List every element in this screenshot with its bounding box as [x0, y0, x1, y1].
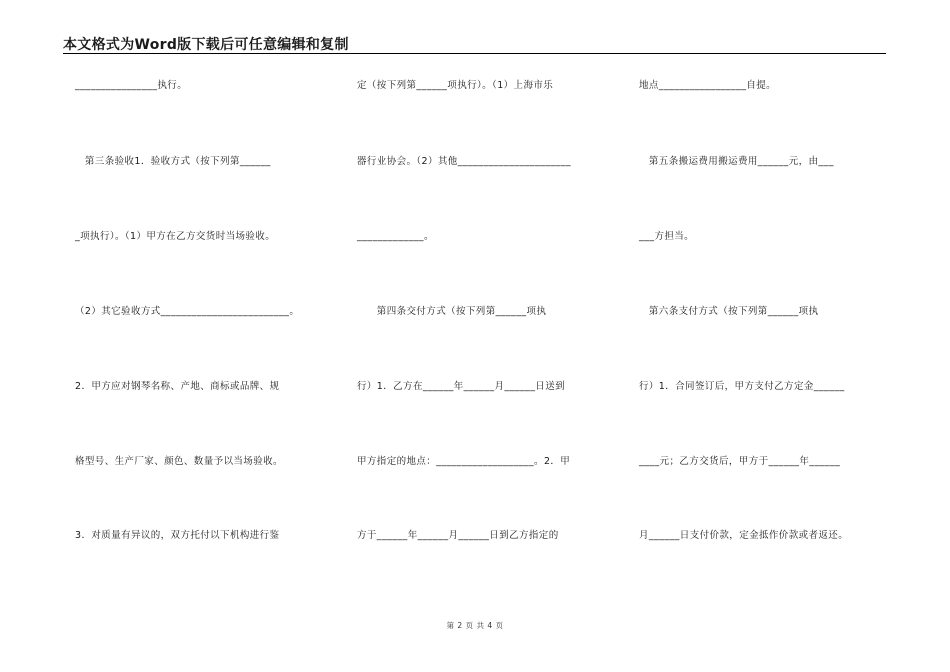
text-line: 格型号、生产厂家、颜色、数量予以当场验收。 — [75, 456, 283, 467]
text-line: 第五条搬运费用搬运费用______元，由___ — [639, 156, 834, 167]
text-column-2 — [357, 0, 627, 672]
text-line: 3．对质量有异议的，双方托付以下机构进行鉴 — [75, 530, 280, 541]
page-header: 本文格式为Word版下载后可任意编辑和复制 — [63, 37, 349, 53]
text-line: 第三条验收1．验收方式（按下列第______ — [75, 156, 271, 167]
text-line: 地点_________________自提。 — [639, 80, 777, 91]
text-line: 2．甲方应对钢琴名称、产地、商标或品牌、规 — [75, 381, 280, 392]
text-line: ____元；乙方交货后，甲方于______年______ — [639, 456, 841, 467]
text-line: 器行业协会。（2）其他______________________ — [357, 156, 571, 167]
text-line: 第六条支付方式（按下列第______项执 — [639, 306, 819, 317]
text-line: 定（按下列第______项执行）。（1）上海市乐 — [357, 80, 554, 91]
page-number: 第 2 页 共 4 页 — [446, 621, 504, 630]
text-line: ________________执行。 — [75, 80, 188, 91]
text-line: 行）1．乙方在______年______月______日送到 — [357, 381, 566, 392]
text-line: _____________。 — [357, 231, 434, 242]
text-line: 行）1．合同签订后，甲方支付乙方定金______ — [639, 381, 845, 392]
text-line: _项执行）。（1）甲方在乙方交货时当场验收。 — [75, 231, 276, 242]
text-line: （2）其它验收方式_________________________。 — [75, 306, 300, 317]
text-line: 月______日支付价款，定金抵作价款或者返还。 — [639, 530, 849, 541]
text-line: 第四条交付方式（按下列第______项执 — [357, 306, 547, 317]
text-line: 甲方指定的地点：___________________。2．甲 — [357, 456, 571, 467]
text-column-1 — [75, 0, 345, 672]
text-column-3 — [639, 0, 909, 672]
text-line: ___方担当。 — [639, 231, 695, 242]
text-line: 方于______年______月______日到乙方指定的 — [357, 530, 559, 541]
